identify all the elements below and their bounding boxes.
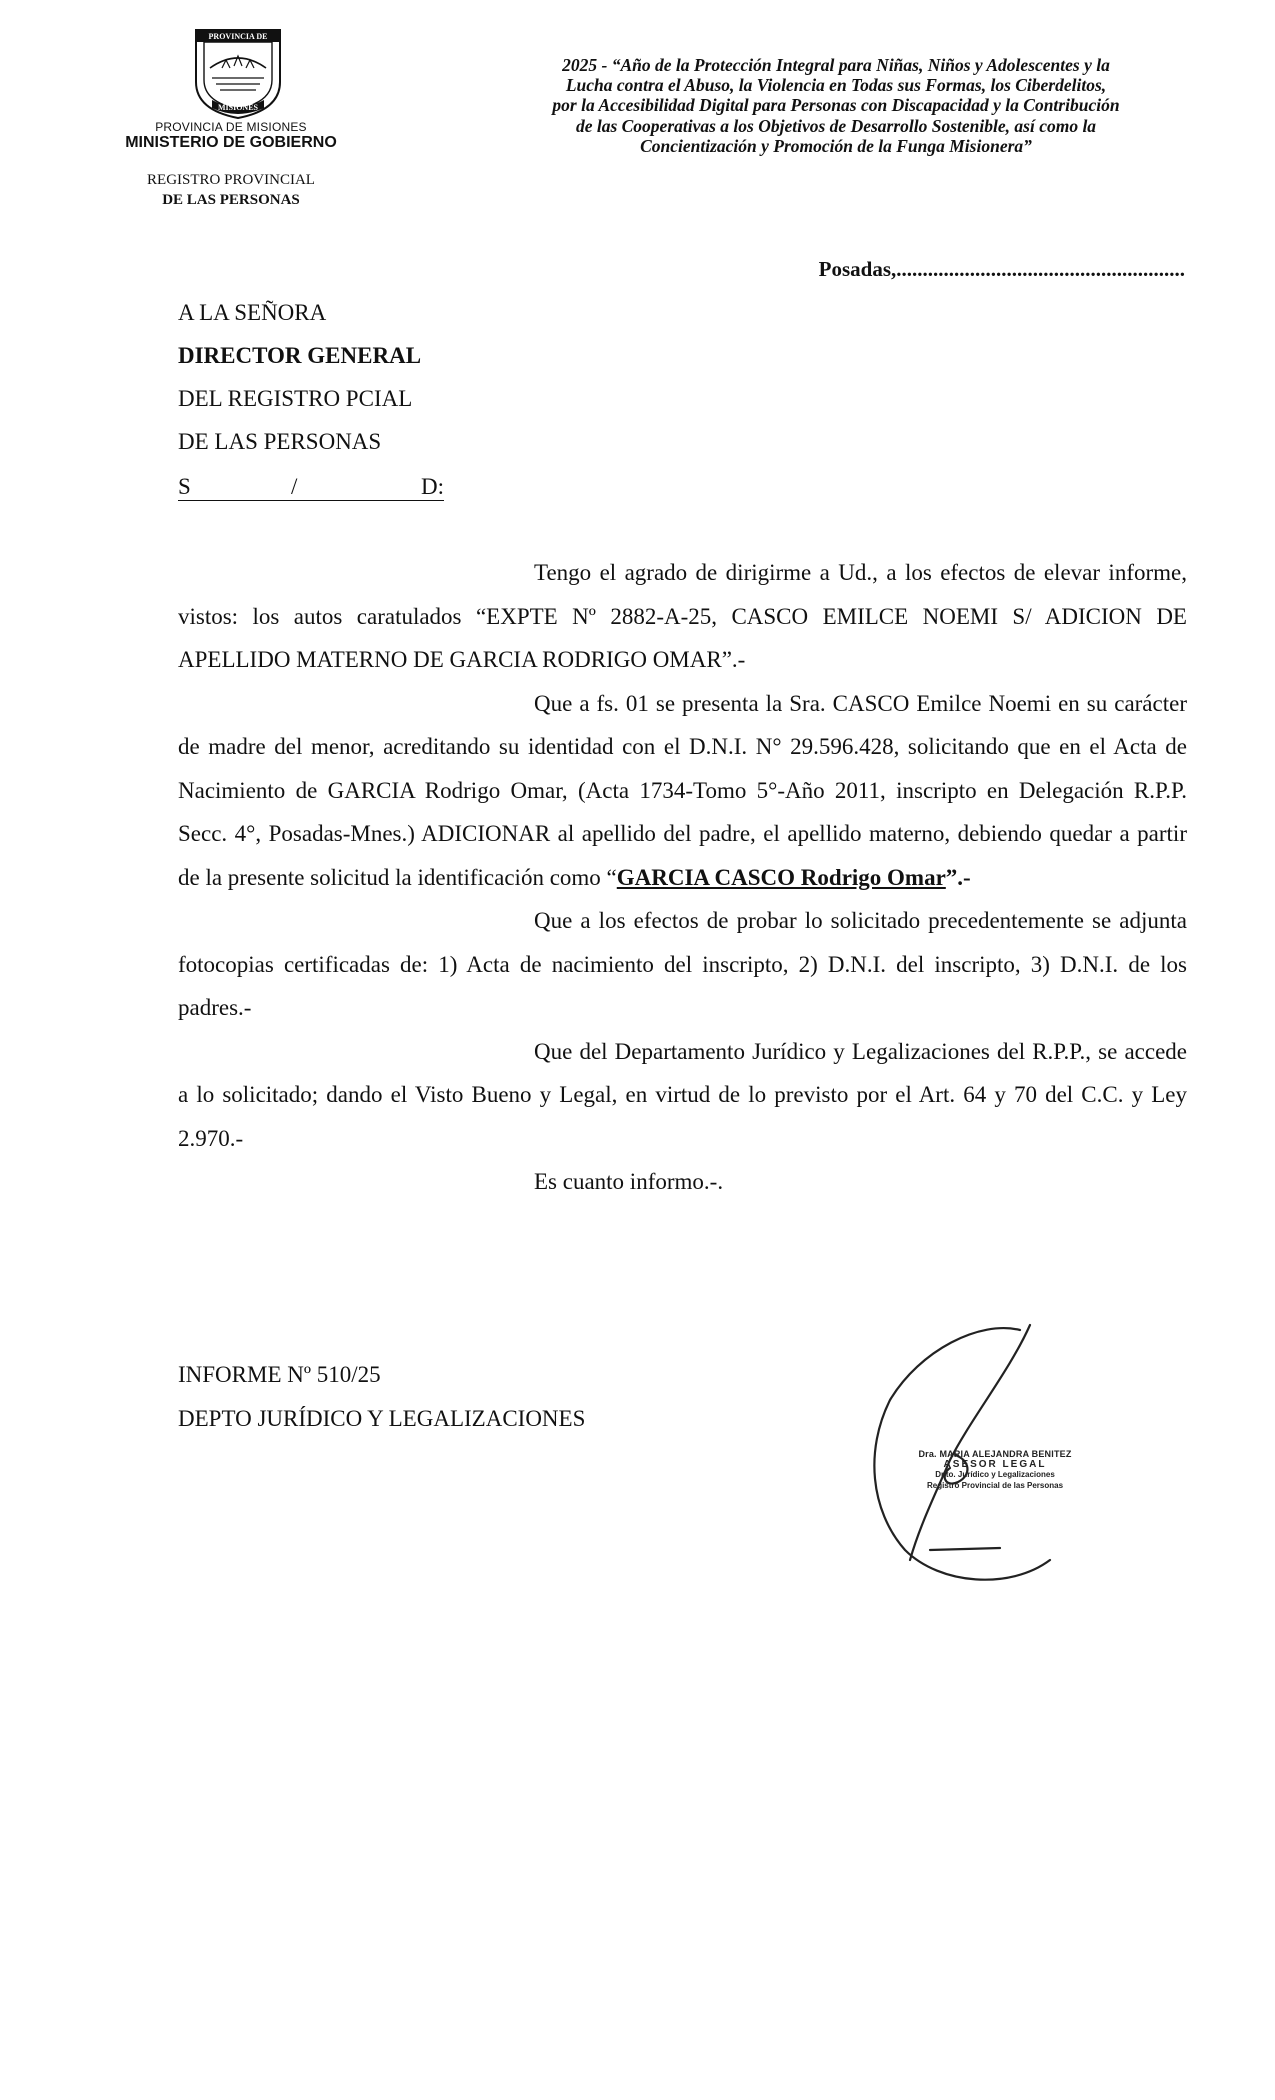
- stamp-registry: Registro Provincial de las Personas: [926, 1480, 1064, 1490]
- paragraph-intro: Tengo el agrado de dirigirme a Ud., a los efectos de elevar informe, vistos: los autos caratulados “EXPTE Nº 2882-A-25, CASCO EMILCE NOEMI S/ ADICION DE APELLIDO MATERNO DE GARCIA RODRIGO OMAR”.-: [178, 560, 1187, 672]
- org-province: PROVINCIA DE MISIONES: [155, 120, 307, 134]
- seal-text-top: PROVINCIA DE: [208, 32, 268, 41]
- motto-line: 2025 - “Año de la Protección Integral para Niñas, Niños y Adolescentes y la: [562, 55, 1110, 75]
- report-number: INFORME Nº 510/25: [178, 1362, 381, 1387]
- motto-line: Lucha contra el Abuso, la Violencia en Todas sus Formas, los Ciberdelitos,: [565, 75, 1107, 96]
- motto-line: por la Accesibilidad Digital para Personas con Discapacidad y la Contribución: [552, 95, 1120, 116]
- addressee-line1: A LA SEÑORA: [178, 300, 327, 325]
- request-text: Que a fs. 01 se presenta la Sra. CASCO Emilce Noemi en su carácter de madre del menor, acreditando su identidad con el D.N.I. N° 29.596.428, solicitando que en el Acta de Nacimiento de GARCIA Rodrigo Omar, (Acta 1734-Tomo 5°-Año 2011, inscripto en Delegación R.P.P. Secc. 4°, Posadas-Mnes.) ADICIONAR al apellido del padre, el apellido materno, debiendo quedar a partir de la presente solicitud la identificación como “: [178, 690, 1187, 890]
- motto-line: de las Cooperativas a los Objetivos de Desarrollo Sostenible, así como la: [575, 115, 1097, 136]
- motto-line: Concientización y Promoción de la Funga Misionera”: [640, 135, 1032, 156]
- org-registry-line2: DE LAS PERSONAS: [162, 192, 300, 208]
- salutation-sd: [178, 472, 444, 501]
- paragraph-approval: Que del Departamento Jurídico y Legalizaciones del R.P.P., se accede a lo solicitado; dando el Visto Bueno y Legal, en virtud de lo previsto por el Art. 64 y 70 del C.C. y Ley 2.970.-: [178, 1038, 1187, 1151]
- stamp-name: Dra. MARIA ALEJANDRA BENITEZ: [918, 1449, 1072, 1459]
- report-body: [178, 551, 1187, 1204]
- sd-s: S: [178, 474, 191, 499]
- stamp-title: ASESOR LEGAL: [943, 1458, 1047, 1470]
- addressee-line3: DEL REGISTRO PCIAL: [178, 386, 413, 411]
- legal-advisor-stamp: [905, 1449, 1085, 1491]
- addressee-line4: DE LAS PERSONAS: [178, 429, 382, 454]
- paragraph-closing: Es cuanto informo.-.: [534, 1169, 724, 1194]
- sd-slash: /: [291, 474, 298, 499]
- place-date: Posadas,.......................................................: [818, 257, 1185, 281]
- department-name: DEPTO JURÍDICO Y LEGALIZACIONES: [178, 1406, 586, 1431]
- stamp-dept: Dpto. Jurídico y Legalizaciones: [935, 1470, 1055, 1479]
- paragraph-documents: Que a los efectos de probar lo solicitado precedentemente se adjunta fotocopias certificadas de: 1) Acta de nacimiento del inscripto, 2) D.N.I. del inscripto, 3) D.N.I. de los padres.-: [178, 908, 1187, 1020]
- seal-text-bottom: MISIONES: [217, 103, 259, 112]
- paragraph-request: [178, 682, 1187, 900]
- provincial-coat-of-arms-icon: [182, 22, 294, 122]
- request-end: ”.-: [945, 864, 971, 890]
- org-registry-line1: REGISTRO PROVINCIAL: [147, 172, 315, 188]
- new-full-name: GARCIA CASCO Rodrigo Omar: [616, 864, 946, 890]
- year-motto: [478, 55, 1194, 156]
- sd-d: D:: [421, 474, 444, 499]
- addressee-line2: DIRECTOR GENERAL: [178, 343, 422, 368]
- org-ministry: MINISTERIO DE GOBIERNO: [125, 134, 337, 151]
